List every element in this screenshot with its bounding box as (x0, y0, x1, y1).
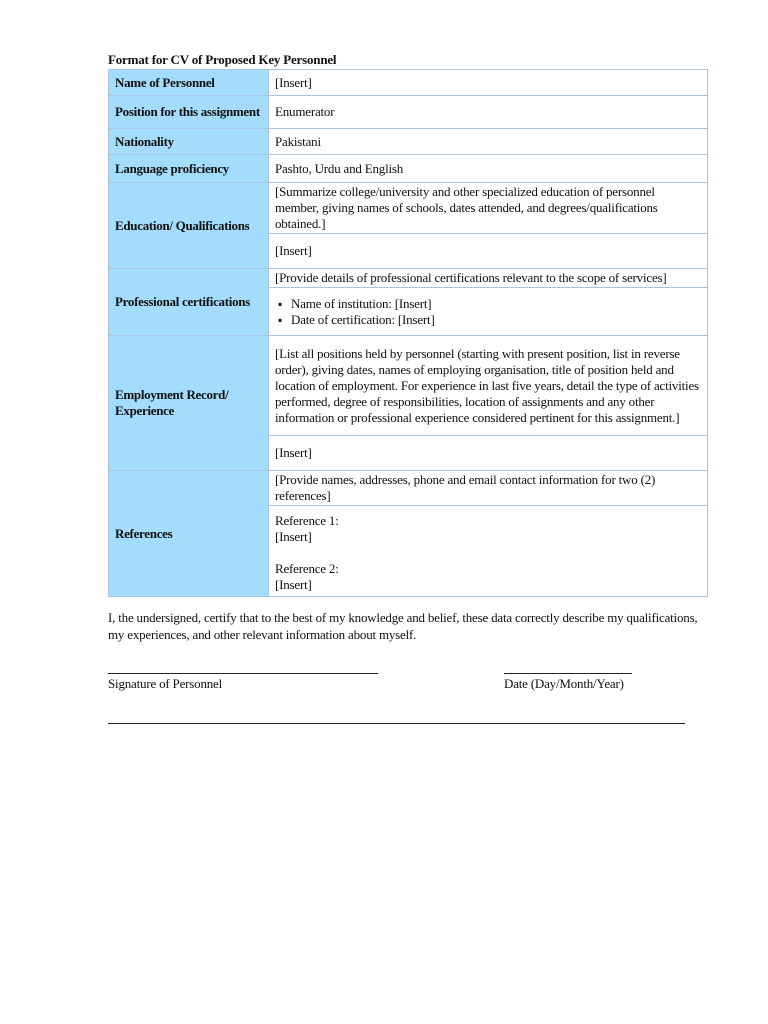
signature-label: Signature of Personnel (108, 676, 223, 691)
references-instruction: [Provide names, addresses, phone and email contact information for two (2) references] (269, 471, 708, 506)
signature-line (108, 673, 378, 674)
label-name: Name of Personnel (109, 70, 269, 96)
label-employment: Employment Record/ Experience (109, 336, 269, 471)
row-references-instruction (109, 471, 708, 506)
value-name: [Insert] (269, 70, 708, 96)
reference-1-label: Reference 1: (275, 513, 339, 528)
row-language (109, 155, 708, 183)
value-nationality: Pakistani (269, 129, 708, 155)
label-education: Education/ Qualifications (109, 183, 269, 269)
label-nationality: Nationality (109, 129, 269, 155)
reference-2-label: Reference 2: (275, 561, 339, 576)
row-certifications-instruction (109, 269, 708, 288)
certifications-list (275, 296, 701, 328)
row-nationality (109, 129, 708, 155)
row-name (109, 70, 708, 96)
reference-2-value: [Insert] (275, 577, 312, 592)
cv-table (108, 69, 708, 597)
certifications-instruction: [Provide details of professional certifications relevant to the scope of services] (269, 269, 708, 288)
row-position (109, 96, 708, 129)
list-item: ▪ Name of institution: [Insert] (291, 296, 701, 312)
label-language: Language proficiency (109, 155, 269, 183)
document-title: Format for CV of Proposed Key Personnel (108, 52, 337, 67)
label-references: References (109, 471, 269, 597)
label-position: Position for this assignment (109, 96, 269, 129)
row-education-instruction (109, 183, 708, 234)
date-label: Date (Day/Month/Year) (504, 676, 624, 691)
row-employment-instruction (109, 336, 708, 436)
certification-statement: I, the undersigned, certify that to the best of my knowledge and belief, these data correctly describe my qualifications, my experiences, and other relevant information about myself. (108, 610, 698, 642)
certifications-list-cell (269, 288, 708, 336)
closing-divider (108, 723, 685, 724)
value-employment: [Insert] (269, 436, 708, 471)
value-education: [Insert] (269, 234, 708, 269)
value-position: Enumerator (269, 96, 708, 129)
list-item: ▪ Date of certification: [Insert] (291, 312, 701, 328)
education-instruction: [Summarize college/university and other specialized education of personnel member, giving names of schools, dates attended, and degrees/qualifications obtained.] (269, 183, 708, 234)
references-values-cell (269, 506, 708, 597)
reference-1-value: [Insert] (275, 529, 312, 544)
label-certifications: Professional certifications (109, 269, 269, 336)
value-language: Pashto, Urdu and English (269, 155, 708, 183)
employment-instruction: [List all positions held by personnel (starting with present position, list in reverse order), giving dates, names of employing organisation, title of position held and location of employment. For experience in last five years, detail the type of activities performed, degree of responsibilities, location of assignments and any other information or professional experience considered pertinent for this assignment.] (269, 336, 708, 436)
date-line (504, 673, 632, 674)
